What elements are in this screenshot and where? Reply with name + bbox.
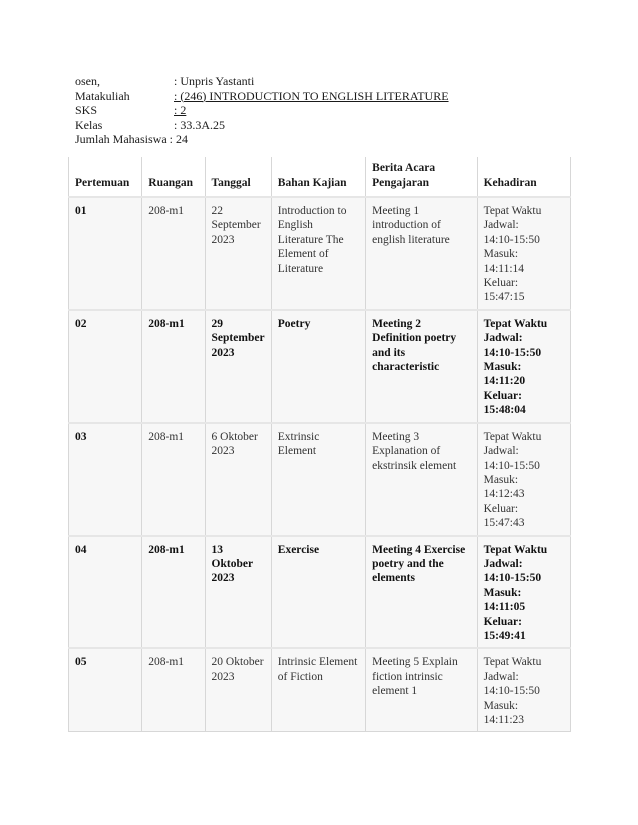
dosen-label: osen, [75,74,100,88]
col-berita-acara: Berita Acara Pengajaran [366,157,477,197]
bahan-cell: Exercise [271,536,365,649]
table-row [69,536,571,649]
course-header [75,74,449,147]
ruangan-cell: 208-m1 [142,197,205,310]
berita-cell: Meeting 5 Explain fiction intrinsic element 1 [366,648,477,732]
bahan-cell: Introduction to English Literature The Element of Literature [271,197,365,310]
table-row [69,197,571,310]
berita-cell: Meeting 3 Explanation of ekstrinsik element [366,423,477,536]
kehadiran-cell: Tepat Waktu Jadwal: 14:10-15:50 Masuk: 14:11:14 Keluar: 15:47:15 [477,197,570,310]
ruangan-cell: 208-m1 [142,536,205,649]
berita-cell: Meeting 1 introduction of english literature [366,197,477,310]
kehadiran-cell: Tepat Waktu Jadwal: 14:10-15:50 Masuk: 14:11:05 Keluar: 15:49:41 [477,536,570,649]
tanggal-cell: 20 Oktober 2023 [205,648,271,732]
table-row [69,648,571,732]
col-pertemuan: Pertemuan [69,157,142,197]
kelas-row [75,118,449,133]
berita-cell: Meeting 4 Exercise poetry and the elements [366,536,477,649]
jumlah-value: : 24 [169,132,188,147]
sks-label: SKS [75,103,98,118]
col-ruangan: Ruangan [142,157,205,197]
bahan-cell: Intrinsic Element of Fiction [271,648,365,732]
bahan-cell: Poetry [271,310,365,423]
jumlah-row [75,132,449,147]
kehadiran-cell: Tepat Waktu Jadwal: 14:10-15:50 Masuk: 14:12:43 Keluar: 15:47:43 [477,423,570,536]
sks-value: : 2 [174,103,187,118]
tanggal-cell: 13 Oktober 2023 [205,536,271,649]
dosen-row [75,74,449,89]
pertemuan-cell: 05 [69,648,142,732]
kelas-label: Kelas [75,117,103,132]
matakuliah-value: : (246) INTRODUCTION TO ENGLISH LITERATURE [174,88,449,103]
ruangan-cell: 208-m1 [142,310,205,423]
berita-cell: Meeting 2 Definition poetry and its characteristic [366,310,477,423]
sks-row [75,103,449,118]
table-row [69,423,571,536]
tanggal-cell: 29 September 2023 [205,310,271,423]
matakuliah-row [75,89,449,104]
jumlah-label: Jumlah Mahasiswa [75,132,167,147]
bahan-cell: Extrinsic Element [271,423,365,536]
tanggal-cell: 22 September 2023 [205,197,271,310]
col-tanggal: Tanggal [205,157,271,197]
col-kehadiran: Kehadiran [477,157,570,197]
pertemuan-cell: 01 [69,197,142,310]
kehadiran-cell: Tepat Waktu Jadwal: 14:10-15:50 Masuk: 14:11:20 Keluar: 15:48:04 [477,310,570,423]
col-bahan-kajian: Bahan Kajian [271,157,365,197]
dosen-value: : Unpris Yastanti [174,74,255,88]
pertemuan-cell: 04 [69,536,142,649]
ruangan-cell: 208-m1 [142,648,205,732]
table-header-row [69,157,571,197]
kehadiran-cell: Tepat Waktu Jadwal: 14:10-15:50 Masuk: 14:11:23 [477,648,570,732]
pertemuan-cell: 02 [69,310,142,423]
attendance-table [68,157,571,732]
ruangan-cell: 208-m1 [142,423,205,536]
kelas-value: : 33.3A.25 [174,117,225,132]
tanggal-cell: 6 Oktober 2023 [205,423,271,536]
pertemuan-cell: 03 [69,423,142,536]
table-row [69,310,571,423]
matakuliah-label: Matakuliah [75,88,130,103]
